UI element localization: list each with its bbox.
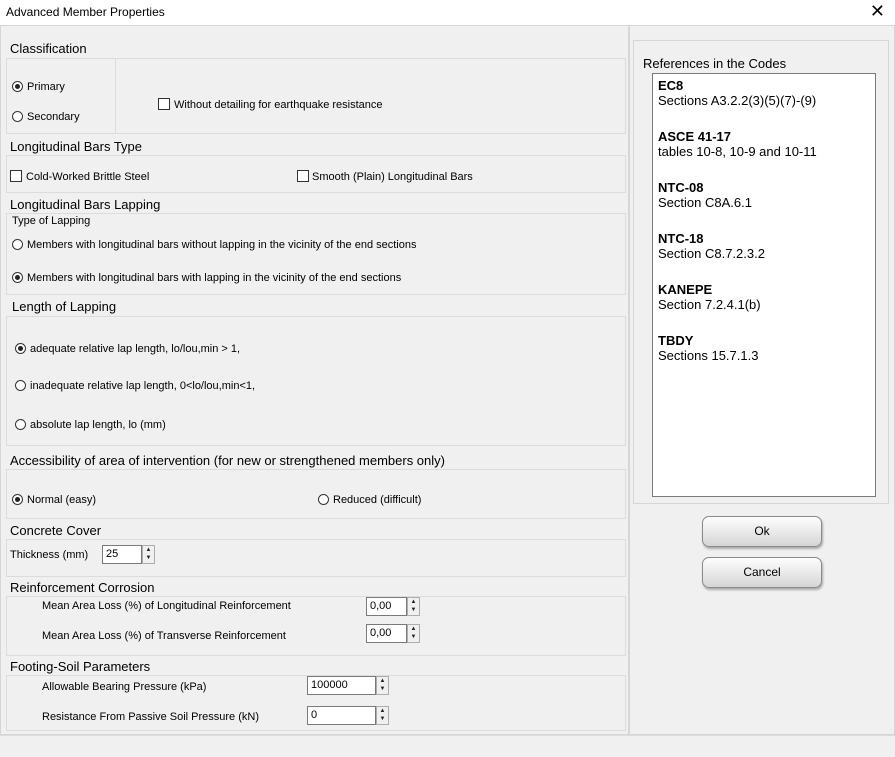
reference-code: TBDY	[658, 333, 694, 348]
bottom-strip	[0, 735, 895, 757]
reference-code: KANEPE	[658, 282, 713, 297]
reference-text: Sections 15.7.1.3	[658, 348, 759, 363]
inadequate-label[interactable]: inadequate relative lap length, 0<lo/lou,min<1,	[30, 380, 256, 392]
reference-item	[658, 78, 816, 108]
classification-title: Classification	[10, 41, 87, 56]
smooth-bars-checkbox[interactable]	[297, 170, 309, 182]
bearing-label: Allowable Bearing Pressure (kPa)	[42, 681, 207, 693]
reference-text: tables 10-8, 10-9 and 10-11	[658, 144, 817, 159]
length-lapping-title: Length of Lapping	[12, 299, 117, 314]
ok-button[interactable]: Ok	[702, 516, 822, 547]
window-title: Advanced Member Properties	[6, 5, 165, 19]
trans-loss-spinner[interactable]	[407, 624, 420, 643]
adequate-radio[interactable]	[15, 343, 26, 354]
classification-group	[6, 58, 626, 134]
spin-up-icon[interactable]: ▲	[379, 678, 386, 684]
cancel-button[interactable]: Cancel	[702, 557, 822, 588]
smooth-bars-label[interactable]: Smooth (Plain) Longitudinal Bars	[312, 171, 473, 183]
primary-radio[interactable]	[12, 81, 23, 92]
spin-down-icon[interactable]: ▼	[379, 686, 386, 692]
spin-up-icon[interactable]: ▲	[410, 599, 417, 605]
reference-item	[658, 333, 758, 363]
footing-title: Footing-Soil Parameters	[10, 659, 151, 674]
close-icon[interactable]: ✕	[869, 1, 885, 21]
spin-up-icon[interactable]: ▲	[410, 626, 417, 632]
primary-label[interactable]: Primary	[27, 81, 65, 93]
long-bars-type-title: Longitudinal Bars Type	[10, 139, 143, 154]
spin-up-icon[interactable]: ▲	[145, 547, 152, 553]
reference-code: EC8	[658, 78, 684, 93]
references-title: References in the Codes	[643, 56, 787, 71]
lapping-title: Longitudinal Bars Lapping	[10, 197, 161, 212]
bearing-spinner[interactable]	[376, 676, 389, 695]
reference-item	[658, 180, 752, 210]
secondary-label[interactable]: Secondary	[27, 111, 80, 123]
spin-down-icon[interactable]: ▼	[145, 555, 152, 561]
passive-input[interactable]: 0	[307, 706, 376, 725]
references-list[interactable]	[652, 73, 876, 497]
reduced-label[interactable]: Reduced (difficult)	[333, 494, 422, 506]
absolute-label[interactable]: absolute lap length, lo (mm)	[30, 419, 166, 431]
reference-item	[658, 231, 765, 261]
reduced-radio[interactable]	[318, 494, 329, 505]
thickness-label: Thickness (mm)	[10, 549, 89, 561]
lapping-without-radio[interactable]	[12, 239, 23, 250]
secondary-radio[interactable]	[12, 111, 23, 122]
spin-up-icon[interactable]: ▲	[379, 708, 386, 714]
long-loss-label: Mean Area Loss (%) of Longitudinal Reinforcement	[42, 600, 291, 612]
accessibility-group	[6, 469, 626, 519]
spin-down-icon[interactable]: ▼	[379, 716, 386, 722]
spin-down-icon[interactable]: ▼	[410, 607, 417, 613]
passive-spinner[interactable]	[376, 706, 389, 725]
accessibility-title: Accessibility of area of intervention (for new or strengthened members only)	[10, 453, 445, 468]
bearing-input[interactable]: 100000	[307, 676, 376, 695]
corrosion-title: Reinforcement Corrosion	[10, 580, 155, 595]
trans-loss-input[interactable]: 0,00	[366, 624, 407, 643]
reference-text: Section 7.2.4.1(b)	[658, 297, 761, 312]
lapping-with-label[interactable]: Members with longitudinal bars with lapping in the vicinity of the end sections	[27, 272, 402, 284]
title-bar	[0, 0, 895, 25]
adequate-label[interactable]: adequate relative lap length, lo/lou,min > 1,	[30, 343, 241, 355]
normal-radio[interactable]	[12, 494, 23, 505]
reference-item	[658, 282, 761, 312]
thickness-spinner[interactable]	[142, 545, 155, 564]
reference-code: NTC-18	[658, 231, 704, 246]
lapping-with-radio[interactable]	[12, 272, 23, 283]
reference-text: Sections A3.2.2(3)(5)(7)-(9)	[658, 93, 817, 108]
thickness-input[interactable]: 25	[102, 545, 142, 564]
type-of-lapping-label: Type of Lapping	[12, 215, 91, 227]
lapping-without-label[interactable]: Members with longitudinal bars without lapping in the vicinity of the end sections	[27, 239, 417, 251]
without-detailing-checkbox[interactable]	[158, 98, 170, 110]
long-loss-spinner[interactable]	[407, 597, 420, 616]
long-loss-input[interactable]: 0,00	[366, 597, 407, 616]
reference-text: Section C8.7.2.3.2	[658, 246, 765, 261]
inadequate-radio[interactable]	[15, 380, 26, 391]
cold-worked-label[interactable]: Cold-Worked Brittle Steel	[26, 171, 150, 183]
without-detailing-label[interactable]: Without detailing for earthquake resistance	[174, 99, 383, 111]
reference-code: NTC-08	[658, 180, 704, 195]
absolute-radio[interactable]	[15, 419, 26, 430]
reference-text: Section C8A.6.1	[658, 195, 752, 210]
trans-loss-label: Mean Area Loss (%) of Transverse Reinforcement	[42, 630, 286, 642]
reference-item	[658, 129, 817, 159]
cold-worked-checkbox[interactable]	[10, 170, 22, 182]
reference-code: ASCE 41-17	[658, 129, 731, 144]
cover-group	[6, 539, 626, 577]
normal-label[interactable]: Normal (easy)	[27, 494, 97, 506]
classification-divider	[115, 59, 116, 133]
spin-down-icon[interactable]: ▼	[410, 634, 417, 640]
cover-title: Concrete Cover	[10, 523, 102, 538]
passive-label: Resistance From Passive Soil Pressure (kN)	[42, 711, 260, 723]
